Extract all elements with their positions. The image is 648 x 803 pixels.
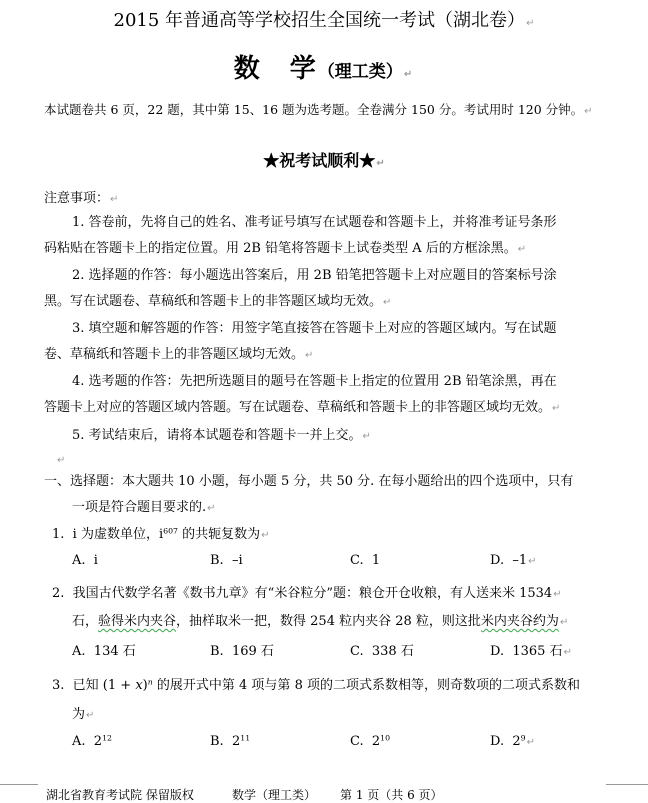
- question-3: 3. 已知 $(1 + x)^n$ 的展开式中第 4 项与第 8 项的二项式系数相等，则奇数项的二项式系数和: [52, 677, 580, 693]
- note-line: 3. 填空题和解答题的作答：用签字笔直接答在答题卡上对应的答题区域内。写在试题: [72, 321, 557, 336]
- good-luck-banner: ★祝考试顺利★↵: [263, 151, 385, 170]
- question-2: 2. 我国古代数学名著《数书九章》有“米谷粒分”题：粮仓开仓收粮，有人送来米 1534↵: [52, 586, 562, 601]
- q1-option-b: B. –i: [210, 553, 243, 568]
- section-heading-cont: 一项是符合题目要求的.↵: [72, 500, 216, 515]
- note-line: 黑。写在试题卷、草稿纸和答题卡上的非答题区域均无效。↵: [44, 294, 392, 309]
- subject-subtitle: （理工类）: [317, 62, 403, 82]
- note-line: 4. 选考题的作答：先把所选题目的题号在答题卡上指定的位置用 2B 铅笔涂黑，再在: [72, 374, 557, 389]
- footer-rule: [0, 784, 38, 785]
- footer-copyright: 湖北省教育考试院 保留版权: [46, 788, 194, 802]
- q1-option-d: D. –1↵: [490, 553, 537, 568]
- note-line: 1. 答卷前，先将自己的姓名、准考证号填写在试题卷和答题卡上，并将准考证号条形: [72, 215, 557, 230]
- q1-option-c: C. 1: [350, 553, 381, 568]
- footer-rule: [606, 784, 648, 785]
- exam-intro: 本试题卷共 6 页，22 题，其中第 15、16 题为选考题。全卷满分 150 分。考试用时 120 分钟。↵: [44, 102, 593, 117]
- note-line: 卷、草稿纸和答题卡上的非答题区域均无效。↵: [44, 347, 314, 362]
- q2-option-a: A. 134 石: [72, 644, 136, 659]
- note-line: 2. 选择题的作答：每小题选出答案后，用 2B 铅笔把答题卡上对应题目的答案标号涂: [72, 268, 557, 283]
- q3-option-b: B. $2^{11}$: [210, 733, 251, 749]
- question-1: 1. i 为虚数单位，$i^{607}$ 的共轭复数为↵: [52, 526, 270, 542]
- question-2-cont: 石，验得米内夹谷，抽样取米一把，数得 254 粒内夹谷 28 粒，则这批米内夹谷约为↵: [72, 614, 569, 629]
- empty-paragraph-mark: ↵: [57, 455, 66, 466]
- note-line: 5. 考试结束后，请将本试题卷和答题卡一并上交。↵: [72, 428, 371, 443]
- q3-option-d: D. $2^9↵$: [490, 733, 535, 749]
- exam-title: 2015 年普通高等学校招生全国统一考试（湖北卷）↵: [113, 10, 535, 31]
- footer-subject: 数学（理工类）: [232, 788, 317, 802]
- q3-option-c: C. $2^{10}$: [350, 733, 391, 749]
- q1-option-a: A. i: [72, 553, 98, 568]
- question-3-cont: 为↵: [72, 707, 95, 722]
- note-line: 答题卡上对应的答题区域内答题。写在试题卷、草稿纸和答题卡上的非答题区域均无效。↵: [44, 400, 561, 415]
- q2-option-d: D. 1365 石↵: [490, 644, 572, 659]
- q2-option-b: B. 169 石: [210, 644, 274, 659]
- subject-title: 数 学（理工类）↵: [233, 54, 415, 84]
- q3-option-a: A. $2^{12}$: [72, 733, 112, 749]
- q2-option-c: C. 338 石: [350, 644, 414, 659]
- section-heading: 一、选择题：本大题共 10 小题，每小题 5 分，共 50 分. 在每小题给出的四个选项中，只有: [44, 474, 574, 489]
- footer-page-number: 第 1 页（共 6 页）: [340, 788, 443, 802]
- notes-heading: 注意事项：↵: [44, 191, 119, 206]
- note-line: 码粘贴在答题卡上的指定位置。用 2B 铅笔将答题卡上试卷类型 A 后的方框涂黑。↵: [44, 241, 527, 256]
